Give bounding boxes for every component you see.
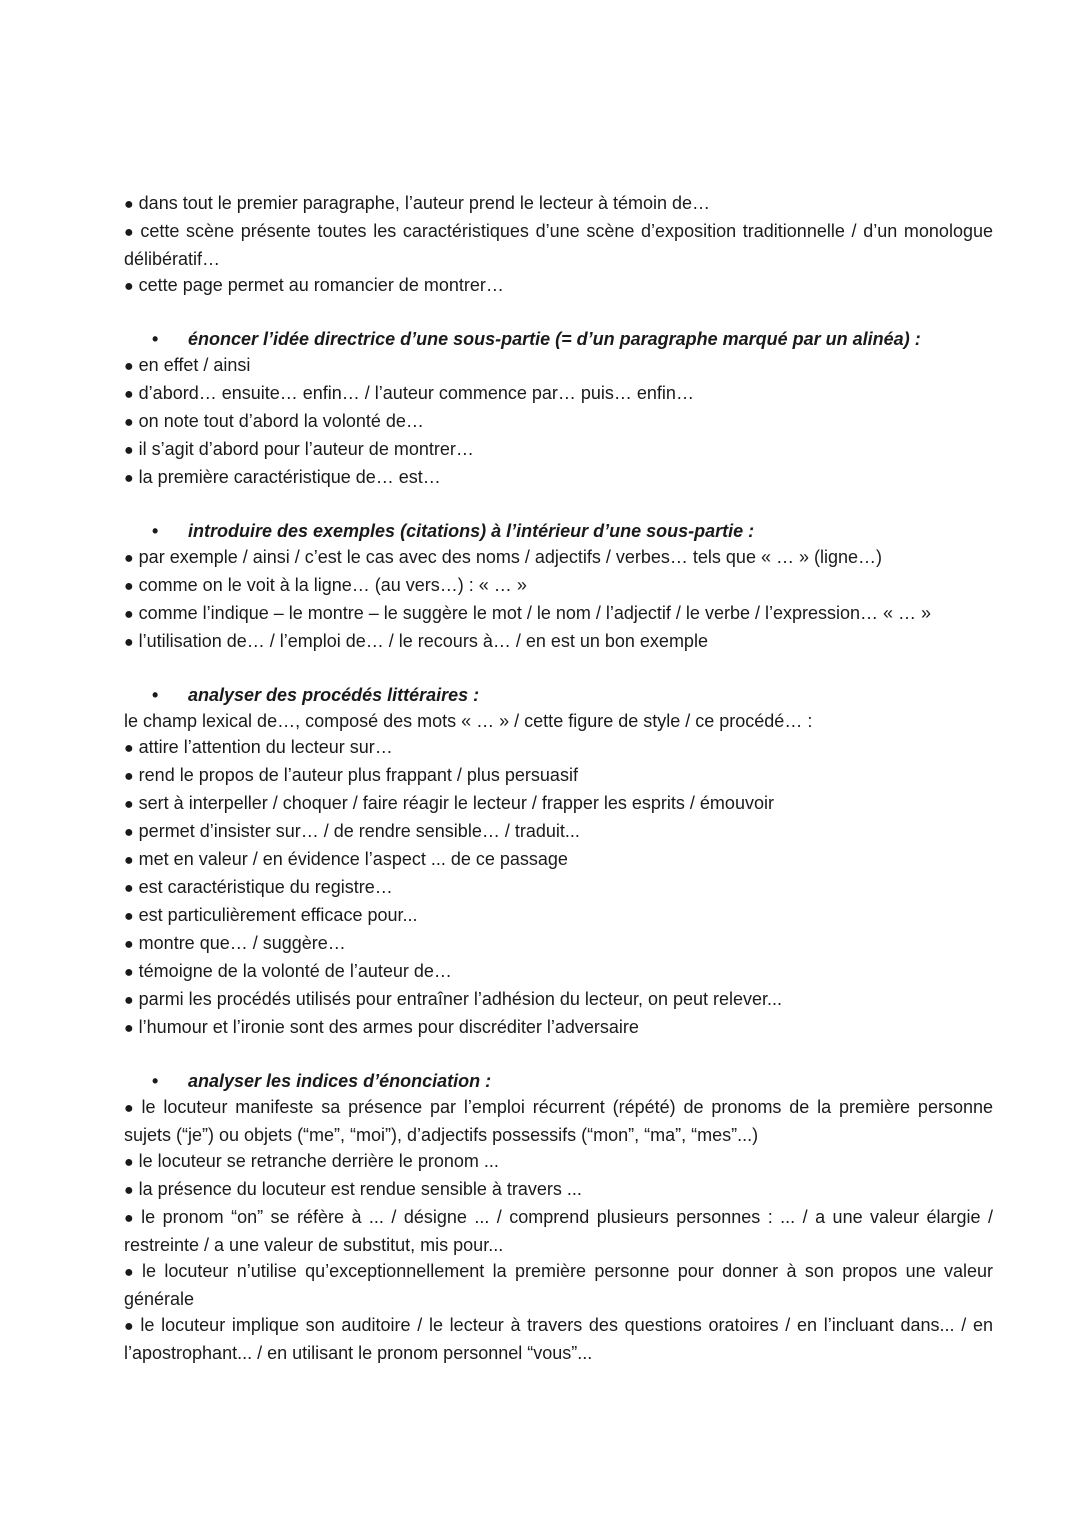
- bullet-icon: ●: [124, 880, 134, 897]
- heading-bullet-icon: •: [152, 521, 159, 541]
- list-item: [124, 1312, 993, 1366]
- list-item-text: rend le propos de l’auteur plus frappant / plus persuasif: [138, 765, 578, 785]
- list-item: [124, 1094, 993, 1148]
- list-item-text: est caractéristique du registre…: [138, 877, 393, 897]
- list-item: [124, 930, 993, 958]
- list-item: [124, 818, 993, 846]
- bullet-icon: ●: [124, 1182, 134, 1199]
- list-item-text: l’humour et l’ironie sont des armes pour discréditer l’adversaire: [138, 1017, 639, 1037]
- list-item-text: est particulièrement efficace pour...: [138, 905, 418, 925]
- list-item-text: comme l’indique – le montre – le suggère le mot / le nom / l’adjectif / le verbe / l’expression… « … »: [138, 603, 932, 623]
- section: [124, 518, 993, 656]
- list-item: [124, 762, 993, 790]
- list-item: [124, 218, 993, 272]
- bullet-icon: ●: [124, 550, 134, 567]
- bullet-icon: ●: [124, 606, 134, 623]
- section-heading: [124, 682, 993, 708]
- list-item-text: la présence du locuteur est rendue sensible à travers ...: [138, 1179, 582, 1199]
- list-item: [124, 1014, 993, 1042]
- list-item: [124, 380, 993, 408]
- list-item: [124, 544, 993, 572]
- section: [124, 682, 993, 1042]
- list-item: [124, 986, 993, 1014]
- list-item-text: le locuteur manifeste sa présence par l’emploi récurrent (répété) de pronoms de la première personne sujets (“je”) ou objets (“me”, “moi”), d’adjectifs possessifs (“mon”, “ma”, “mes”...): [124, 1097, 993, 1145]
- list-item-text: sert à interpeller / choquer / faire réagir le lecteur / frapper les esprits / émouvoir: [138, 793, 774, 813]
- list-item: [124, 874, 993, 902]
- list-item: [124, 464, 993, 492]
- list-item: [124, 352, 993, 380]
- bullet-icon: ●: [124, 992, 134, 1009]
- list-item: [124, 1258, 993, 1312]
- section-heading: [124, 518, 993, 544]
- bullet-icon: ●: [124, 358, 134, 375]
- section-heading-text: analyser des procédés littéraires :: [188, 685, 480, 705]
- list-item-text: en effet / ainsi: [138, 355, 251, 375]
- document-content: [124, 190, 993, 1366]
- bullet-icon: ●: [124, 796, 134, 813]
- list-item-text: parmi les procédés utilisés pour entraîner l’adhésion du lecteur, on peut relever...: [138, 989, 783, 1009]
- bullet-icon: ●: [124, 740, 134, 757]
- intro-section: [124, 190, 993, 300]
- bullet-icon: ●: [124, 414, 134, 431]
- list-item-text: permet d’insister sur… / de rendre sensible… / traduit...: [138, 821, 580, 841]
- list-item-text: le locuteur se retranche derrière le pronom ...: [138, 1151, 499, 1171]
- list-item: [124, 1176, 993, 1204]
- bullet-icon: ●: [124, 196, 134, 213]
- list-item: [124, 1204, 993, 1258]
- list-item: [124, 628, 993, 656]
- heading-bullet-icon: •: [152, 1071, 159, 1091]
- list-item-text: comme on le voit à la ligne… (au vers…) : « … »: [138, 575, 527, 595]
- section: [124, 1068, 993, 1366]
- list-item: [124, 436, 993, 464]
- section-heading: [124, 1068, 993, 1094]
- bullet-icon: ●: [124, 224, 136, 241]
- bullet-icon: ●: [124, 768, 134, 785]
- list-item-text: il s’agit d’abord pour l’auteur de montrer…: [138, 439, 474, 459]
- section-heading-text: énoncer l’idée directrice d’une sous-partie (= d’un paragraphe marqué par un alinéa) :: [188, 329, 921, 349]
- list-item: [124, 958, 993, 986]
- heading-bullet-icon: •: [152, 329, 159, 349]
- bullet-icon: ●: [124, 964, 134, 981]
- bullet-icon: ●: [124, 386, 134, 403]
- list-item: [124, 600, 993, 628]
- list-item: [124, 272, 993, 300]
- list-item-text: cette scène présente toutes les caractéristiques d’une scène d’exposition traditionnelle / d’un monologue délibératif…: [124, 221, 993, 269]
- list-item-text: l’utilisation de… / l’emploi de… / le recours à… / en est un bon exemple: [138, 631, 708, 651]
- bullet-icon: ●: [124, 1154, 134, 1171]
- list-item: [124, 408, 993, 436]
- section-intro: le champ lexical de…, composé des mots « … » / cette figure de style / ce procédé… :: [124, 711, 813, 731]
- list-item-text: par exemple / ainsi / c’est le cas avec des noms / adjectifs / verbes… tels que « … » (ligne…): [138, 547, 882, 567]
- bullet-icon: ●: [124, 908, 134, 925]
- section-heading-text: analyser les indices d’énonciation :: [188, 1071, 492, 1091]
- heading-bullet-icon: •: [152, 685, 159, 705]
- section-heading-text: introduire des exemples (citations) à l’intérieur d’une sous-partie :: [188, 521, 755, 541]
- list-item-text: le locuteur n’utilise qu’exceptionnellement la première personne pour donner à son propos une valeur générale: [124, 1261, 993, 1309]
- list-item: [124, 190, 993, 218]
- list-item-text: met en valeur / en évidence l’aspect ... de ce passage: [138, 849, 568, 869]
- list-item: [124, 790, 993, 818]
- bullet-icon: ●: [124, 1318, 136, 1335]
- bullet-icon: ●: [124, 1210, 137, 1227]
- list-item: [124, 734, 993, 762]
- bullet-icon: ●: [124, 936, 134, 953]
- list-item: [124, 902, 993, 930]
- list-item: [124, 1148, 993, 1176]
- list-item-text: cette page permet au romancier de montrer…: [138, 275, 504, 295]
- list-item-text: d’abord… ensuite… enfin… / l’auteur commence par… puis… enfin…: [138, 383, 694, 403]
- bullet-icon: ●: [124, 1100, 137, 1117]
- bullet-icon: ●: [124, 852, 134, 869]
- list-item: [124, 572, 993, 600]
- bullet-icon: ●: [124, 578, 134, 595]
- bullet-icon: ●: [124, 634, 134, 651]
- list-item-text: le pronom “on” se réfère à ... / désigne ... / comprend plusieurs personnes : ... / a une valeur élargie / restreinte / a une valeur de substitut, mis pour...: [124, 1207, 994, 1255]
- list-item-text: dans tout le premier paragraphe, l’auteur prend le lecteur à témoin de…: [138, 193, 711, 213]
- list-item-text: témoigne de la volonté de l’auteur de…: [138, 961, 452, 981]
- bullet-icon: ●: [124, 442, 134, 459]
- section-heading: [124, 326, 993, 352]
- list-item-text: attire l’attention du lecteur sur…: [138, 737, 393, 757]
- bullet-icon: ●: [124, 1264, 138, 1281]
- bullet-icon: ●: [124, 824, 134, 841]
- list-item-text: la première caractéristique de… est…: [138, 467, 441, 487]
- list-item-text: le locuteur implique son auditoire / le lecteur à travers des questions oratoires / en l’incluant dans... / en l’apostrophant... / en utilisant le pronom personnel “vous”...: [124, 1315, 994, 1363]
- section: [124, 326, 993, 492]
- list-item-text: on note tout d’abord la volonté de…: [138, 411, 424, 431]
- list-item-text: montre que… / suggère…: [138, 933, 346, 953]
- bullet-icon: ●: [124, 470, 134, 487]
- bullet-icon: ●: [124, 278, 134, 295]
- list-item: [124, 846, 993, 874]
- bullet-icon: ●: [124, 1020, 134, 1037]
